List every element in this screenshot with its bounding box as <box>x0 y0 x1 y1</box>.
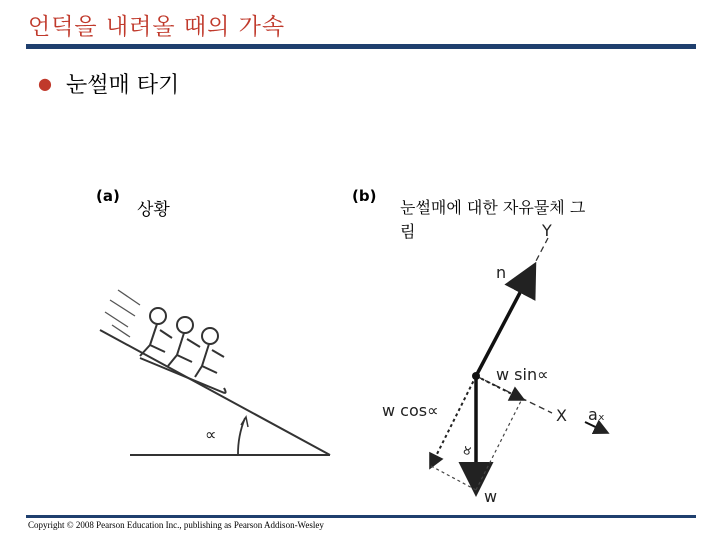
normal-force-label: n <box>496 263 507 282</box>
copyright-text: Copyright © 2008 Pearson Education Inc., publishing as Pearson Addison-Wesley <box>28 520 324 530</box>
bullet-text: 눈썰매 타기 <box>65 73 180 98</box>
sled-point <box>472 372 480 380</box>
part-b-letter: (b) <box>352 187 377 205</box>
x-axis-label: X <box>556 406 567 425</box>
fbd-angle-label: ∝ <box>455 442 478 459</box>
part-a-caption: 상황 <box>137 200 170 220</box>
slide-title: 언덕을 내려올 때의 가속 <box>28 14 286 40</box>
weight-label: w <box>484 487 498 506</box>
w-sin-label: w sin∝ <box>496 365 549 384</box>
projection-line-2 <box>431 466 476 490</box>
free-body-diagram <box>382 221 606 506</box>
y-axis-label: Y <box>542 221 552 240</box>
footer-divider <box>26 515 696 518</box>
w-cos-label: w cos∝ <box>382 401 439 420</box>
part-b-caption: 눈썰매에 대한 자유물체 그림 <box>400 198 586 241</box>
bullet-dot-icon: ● <box>38 74 52 93</box>
motion-lines <box>105 290 140 337</box>
slope-scene <box>100 290 330 455</box>
sled-riders <box>140 308 226 393</box>
normal-force-arrow <box>476 268 533 376</box>
part-a-letter: (a) <box>96 187 120 205</box>
acceleration-label: aₓ <box>588 405 605 424</box>
slope-angle-label: ∝ <box>205 425 217 444</box>
projection-line <box>476 399 522 490</box>
